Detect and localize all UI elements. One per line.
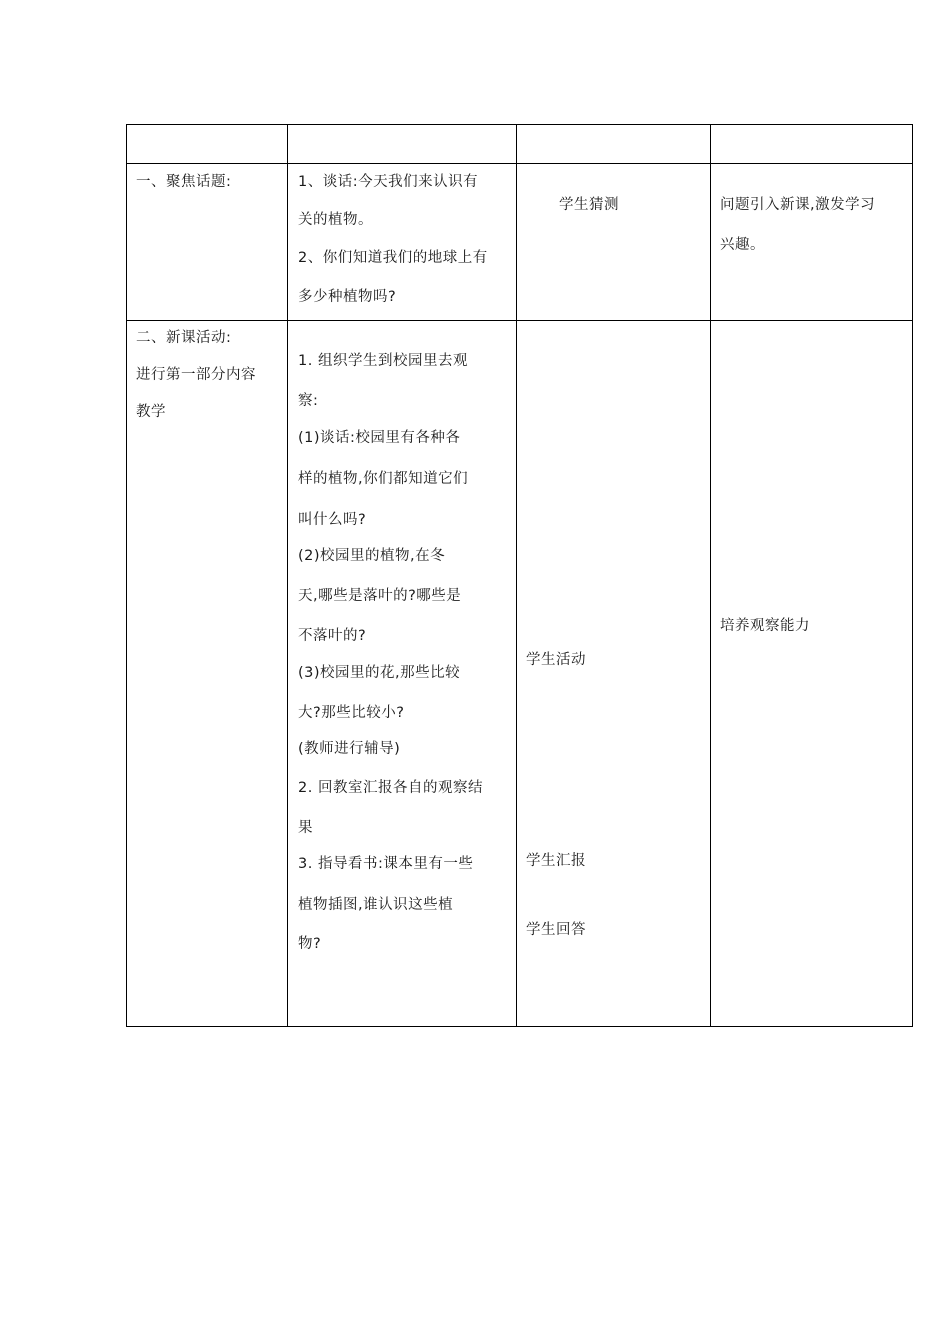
step-text: 二、新课活动: [136, 330, 232, 346]
teacher-line: 2、你们知道我们的地球上有 [298, 250, 488, 266]
teacher-activity-cell [288, 321, 517, 1027]
step-text: 一、聚焦话题: [136, 174, 232, 190]
step-text: 进行第一部分内容 [136, 367, 256, 383]
teacher-line: 关的植物。 [298, 212, 373, 228]
student-text: 学生汇报 [526, 853, 586, 869]
purpose-cell [711, 321, 913, 1027]
teacher-line: 天,哪些是落叶的?哪些是 [298, 588, 462, 604]
teacher-line: 不落叶的? [298, 628, 367, 644]
student-text: 学生回答 [526, 922, 586, 938]
teacher-line: 样的植物,你们都知道它们 [298, 471, 469, 487]
step-cell [127, 164, 288, 321]
teacher-line: 植物插图,谁认识这些植 [298, 897, 454, 913]
lesson-plan-table [126, 124, 913, 1027]
teacher-line: 察: [298, 393, 319, 409]
purpose-line: 兴趣。 [720, 237, 765, 253]
step-text: 教学 [136, 404, 166, 420]
teacher-line: 果 [298, 820, 313, 836]
teacher-line: (1)谈话:校园里有各种各 [298, 430, 461, 446]
student-text: 学生猜测 [559, 197, 619, 213]
purpose-line: 问题引入新课,激发学习 [720, 197, 876, 213]
step-cell [127, 321, 288, 1027]
header-cell-1 [127, 125, 288, 164]
student-activity-cell [517, 321, 711, 1027]
teacher-line: 1. 组织学生到校园里去观 [298, 353, 468, 369]
teacher-line: 多少种植物吗? [298, 289, 397, 305]
teacher-line: 2. 回教室汇报各自的观察结 [298, 780, 483, 796]
teacher-line: (2)校园里的植物,在冬 [298, 548, 446, 564]
teacher-line: 3. 指导看书:课本里有一些 [298, 856, 474, 872]
purpose-line: 培养观察能力 [720, 618, 810, 634]
teacher-line: 大?那些比较小? [298, 705, 405, 721]
student-activity-cell [517, 164, 711, 321]
teacher-line: (教师进行辅导) [298, 741, 401, 757]
teacher-line: (3)校园里的花,那些比较 [298, 665, 461, 681]
teacher-line: 物? [298, 936, 322, 952]
purpose-cell [711, 164, 913, 321]
teacher-line: 叫什么吗? [298, 512, 367, 528]
teacher-line: 1、谈话:今天我们来认识有 [298, 174, 479, 190]
header-cell-3 [517, 125, 711, 164]
teacher-activity-cell [288, 164, 517, 321]
student-text: 学生活动 [526, 652, 586, 668]
header-cell-2 [288, 125, 517, 164]
header-cell-4 [711, 125, 913, 164]
